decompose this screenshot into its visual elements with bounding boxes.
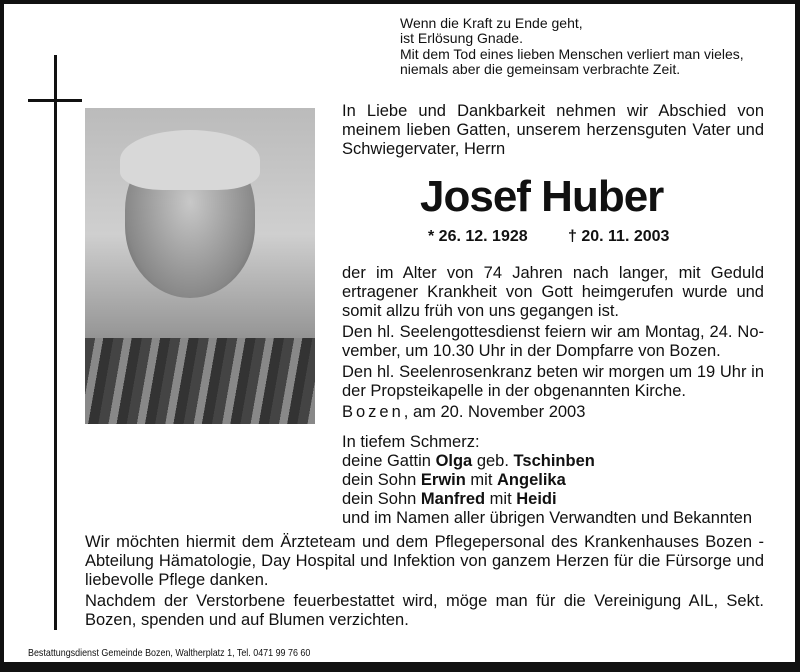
death-date: † 20. 11. 2003: [568, 228, 670, 245]
mourner-line: und im Namen aller übrigen Verwandten und Bekannten: [342, 509, 753, 527]
body-line: ertragener Krankheit von Gott heimgerufen wurde und: [342, 283, 764, 301]
body-line: der Propsteikapelle in der obgenannten Kirche.: [342, 382, 686, 400]
mourner-line: dein Sohn Erwin mit Angelika: [342, 471, 566, 489]
quote-line: Wenn die Kraft zu Ende geht,: [400, 15, 583, 31]
mourners-intro: In tiefem Schmerz:: [342, 433, 480, 451]
thanks-line: Bozen, spenden und auf Blumen verzichten.: [85, 611, 409, 629]
body-line: der im Alter von 74 Jahren nach langer, mit Geduld: [342, 264, 764, 282]
birth-date: * 26. 12. 1928: [428, 228, 528, 245]
body-line: somit allzu früh von uns gegangen ist.: [342, 302, 619, 320]
body-line: Den hl. Seelengottesdienst feiern wir am Montag, 24. No-: [342, 323, 764, 341]
date: , am 20. November 2003: [403, 403, 586, 421]
cross-icon: [54, 55, 57, 630]
deceased-name: Josef Huber: [420, 172, 664, 221]
thanks-line: liebevolle Pflege danken.: [85, 571, 269, 589]
footer: Bestattungsdienst Gemeinde Bozen, Waltherplatz 1, Tel. 0471 99 76 60: [28, 647, 311, 659]
place-date: [342, 403, 585, 422]
body-line: Den hl. Seelenrosenkranz beten wir morgen um 19 Uhr in: [342, 363, 764, 381]
mourner-line: deine Gattin Olga geb. Tschinben: [342, 452, 595, 470]
cross-bar: [28, 99, 82, 102]
quote-line: niemals aber die gemeinsam verbrachte Zeit.: [400, 61, 681, 77]
mourner-line: dein Sohn Manfred mit Heidi: [342, 490, 557, 508]
thanks-line: Nachdem der Verstorbene feuerbestattet wird, möge man für die Vereinigung AIL, Sekt.: [85, 592, 764, 610]
quote-line: Mit dem Tod eines lieben Menschen verliert man vieles,: [400, 46, 744, 62]
thanks-line: Wir möchten hiermit dem Ärzteteam und dem Pflegepersonal des Krankenhauses Bozen -: [85, 533, 764, 551]
portrait-photo: [85, 108, 315, 424]
place: Bozen: [342, 403, 404, 421]
intro-line: Schwiegervater, Herrn: [342, 140, 506, 158]
body-line: vember, um 10.30 Uhr in der Dompfarre von Bozen.: [342, 342, 721, 360]
intro-line: meinem lieben Gatten, unserem herzensguten Vater und: [342, 121, 764, 139]
thanks-line: Abteilung Hämatologie, Day Hospital und Infektion von ganzem Herzen für die Fürsorge und: [85, 552, 764, 570]
quote-line: ist Erlösung Gnade.: [400, 30, 523, 46]
intro-line: In Liebe und Dankbarkeit nehmen wir Abschied von: [342, 102, 764, 120]
